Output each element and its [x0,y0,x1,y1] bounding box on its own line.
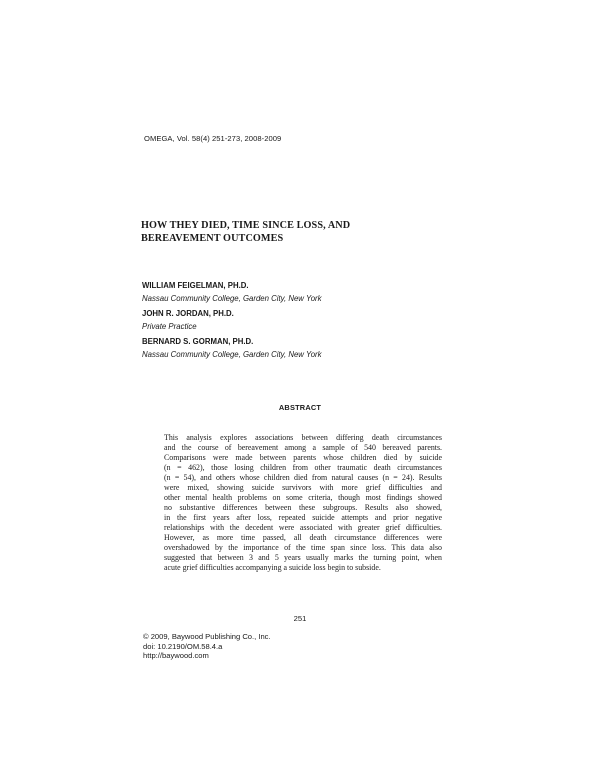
author-affiliation: Nassau Community College, Garden City, New York [142,294,322,303]
abstract-line: relationships with the decedent were associated with greater grief difficulties. [164,523,442,532]
abstract-line: were mixed, showing suicide survivors with more grief difficulties and [164,483,442,492]
abstract-line: other mental health problems on some criteria, though most findings showed [164,493,442,502]
author-affiliation: Private Practice [142,322,197,331]
abstract-heading: ABSTRACT [278,403,322,412]
author-entry [142,337,502,360]
page-number: 251 [293,614,307,623]
publisher-footer [143,632,271,661]
abstract-line: Comparisons were made between parents whose children died by suicide [164,453,442,462]
paper-title-line: BEREAVEMENT OUTCOMES [141,232,284,244]
author-name: BERNARD S. GORMAN, PH.D. [142,337,254,346]
abstract-line: acute grief difficulties accompanying a suicide loss begin to subside. [164,563,381,572]
author-name: WILLIAM FEIGELMAN, PH.D. [142,281,249,290]
author-entry [142,281,502,304]
author-entry [142,309,502,332]
abstract-line: This analysis explores associations between differing death circumstances [164,433,442,442]
publisher-url: http://baywood.com [143,651,209,661]
abstract-line: suggested that between 3 and 5 years usually marks the turning point, when [164,553,442,562]
journal-citation: OMEGA, Vol. 58(4) 251-273, 2008-2009 [144,134,282,143]
abstract-line: no substantive differences between these subgroups. Results also showed, [164,503,442,512]
author-name: JOHN R. JORDAN, PH.D. [142,309,234,318]
paper-title [141,220,461,245]
copyright-notice: © 2009, Baywood Publishing Co., Inc. [143,632,271,641]
author-affiliation: Nassau Community College, Garden City, New York [142,350,322,359]
paper-title-line: HOW THEY DIED, TIME SINCE LOSS, AND [141,220,351,231]
abstract-body [164,433,442,573]
abstract-line: in the first years after loss, repeated suicide attempts and prior negative [164,513,442,522]
abstract-line: and the course of bereavement among a sample of 540 bereaved parents. [164,443,442,452]
doi-text: doi: 10.2190/OM.58.4.a [143,641,223,651]
abstract-line: overshadowed by the importance of the time span since loss. This data also [164,543,442,552]
abstract-line: (n = 54), and others whose children died from natural causes (n = 24). Results [164,473,442,482]
abstract-line: However, as more time passed, all death circumstance differences were [164,533,442,542]
abstract-line: (n = 462), those losing children from other traumatic death circumstances [164,463,442,472]
